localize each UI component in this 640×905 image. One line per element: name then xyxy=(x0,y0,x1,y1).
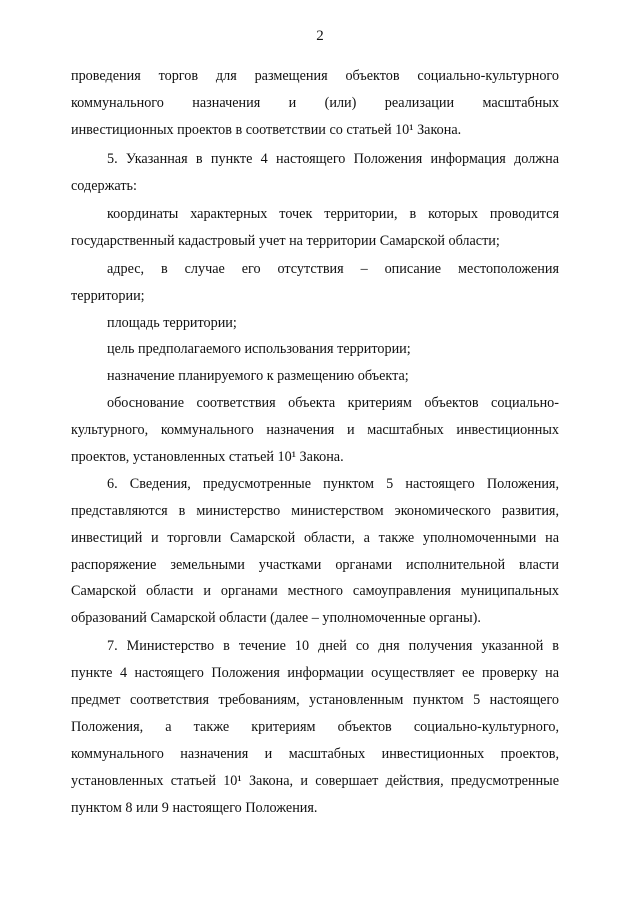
text-line: проектов, установленных статьей 10¹ Закона. xyxy=(71,449,344,465)
text-line: распоряжение земельными участками органами исполнительной власти xyxy=(71,557,559,573)
text-line: проведения торгов для размещения объектов социально-культурного xyxy=(71,68,559,84)
text-line: образований Самарской области (далее – уполномоченные органы). xyxy=(71,610,481,626)
text-line: 6. Сведения, предусмотренные пунктом 5 настоящего Положения, xyxy=(107,476,559,492)
text-line: 5. Указанная в пункте 4 настоящего Положения информация должна xyxy=(107,151,559,167)
text-line: инвестиционных проектов в соответствии со статьей 10¹ Закона. xyxy=(71,122,462,138)
text-line: установленных статьей 10¹ Закона, и совершает действия, предусмотренные xyxy=(71,773,559,789)
text-line: государственный кадастровый учет на территории Самарской области; xyxy=(71,233,500,249)
text-line: коммунального назначения и масштабных инвестиционных проектов, xyxy=(71,746,559,762)
page-number: 2 xyxy=(316,28,324,44)
text-line: Положения, а также критериям объектов социально-культурного, xyxy=(71,719,559,735)
text-line: содержать: xyxy=(71,178,137,194)
text-line: 7. Министерство в течение 10 дней со дня получения указанной в xyxy=(107,638,559,654)
text-line: адрес, в случае его отсутствия – описание местоположения xyxy=(107,261,559,277)
text-line: пункте 4 настоящего Положения информации осуществляет ее проверку на xyxy=(71,665,559,681)
text-line: площадь территории; xyxy=(107,315,237,331)
text-line: пунктом 8 или 9 настоящего Положения. xyxy=(71,800,318,816)
text-line: предмет соответствия требованиям, установленным пунктом 5 настоящего xyxy=(71,692,559,708)
text-line: территории; xyxy=(71,288,145,304)
text-line: инвестиций и торговли Самарской области, а также уполномоченными на xyxy=(71,530,559,546)
text-line: Самарской области и органами местного самоуправления муниципальных xyxy=(71,583,559,599)
text-line: культурного, коммунального назначения и масштабных инвестиционных xyxy=(71,422,559,438)
text-line: цель предполагаемого использования территории; xyxy=(107,341,411,357)
text-line: назначение планируемого к размещению объекта; xyxy=(107,368,409,384)
text-line: обоснование соответствия объекта критериям объектов социально- xyxy=(107,395,559,411)
text-line: коммунального назначения и (или) реализации масштабных xyxy=(71,95,559,111)
text-line: представляются в министерство министерством экономического развития, xyxy=(71,503,559,519)
text-line: координаты характерных точек территории, в которых проводится xyxy=(107,206,559,222)
